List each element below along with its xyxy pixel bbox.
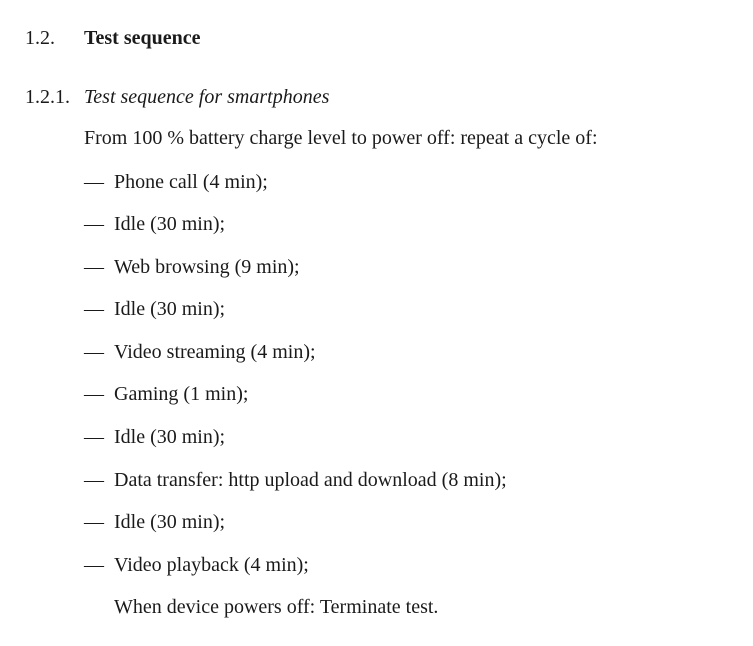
list-item-text: Video playback (4 min); <box>114 554 309 576</box>
list-item-text: Idle (30 min); <box>114 511 226 533</box>
list-item-text: Idle (30 min); <box>114 426 226 448</box>
section-title: Test sequence <box>84 27 201 49</box>
dash-bullet: — <box>84 341 104 363</box>
dash-bullet: — <box>84 213 104 235</box>
subsection-number: 1.2.1. <box>25 86 70 108</box>
closing-paragraph: When device powers off: Terminate test. <box>114 596 439 618</box>
list-item-text: Phone call (4 min); <box>114 171 268 193</box>
dash-bullet: — <box>84 511 104 533</box>
list-item-text: Idle (30 min); <box>114 298 226 320</box>
list-item-text: Video streaming (4 min); <box>114 341 316 363</box>
dash-bullet: — <box>84 426 104 448</box>
list-item-text: Data transfer: http upload and download (8 min); <box>114 469 507 491</box>
dash-bullet: — <box>84 554 104 576</box>
section-number: 1.2. <box>25 27 55 49</box>
dash-bullet: — <box>84 256 104 278</box>
list-item-text: Idle (30 min); <box>114 213 226 235</box>
list-item-text: Gaming (1 min); <box>114 383 249 405</box>
dash-bullet: — <box>84 469 104 491</box>
intro-paragraph: From 100 % battery charge level to power off: repeat a cycle of: <box>84 127 598 149</box>
dash-bullet: — <box>84 171 104 193</box>
list-item-text: Web browsing (9 min); <box>114 256 300 278</box>
subsection-title: Test sequence for smartphones <box>84 86 330 108</box>
dash-bullet: — <box>84 383 104 405</box>
dash-bullet: — <box>84 298 104 320</box>
